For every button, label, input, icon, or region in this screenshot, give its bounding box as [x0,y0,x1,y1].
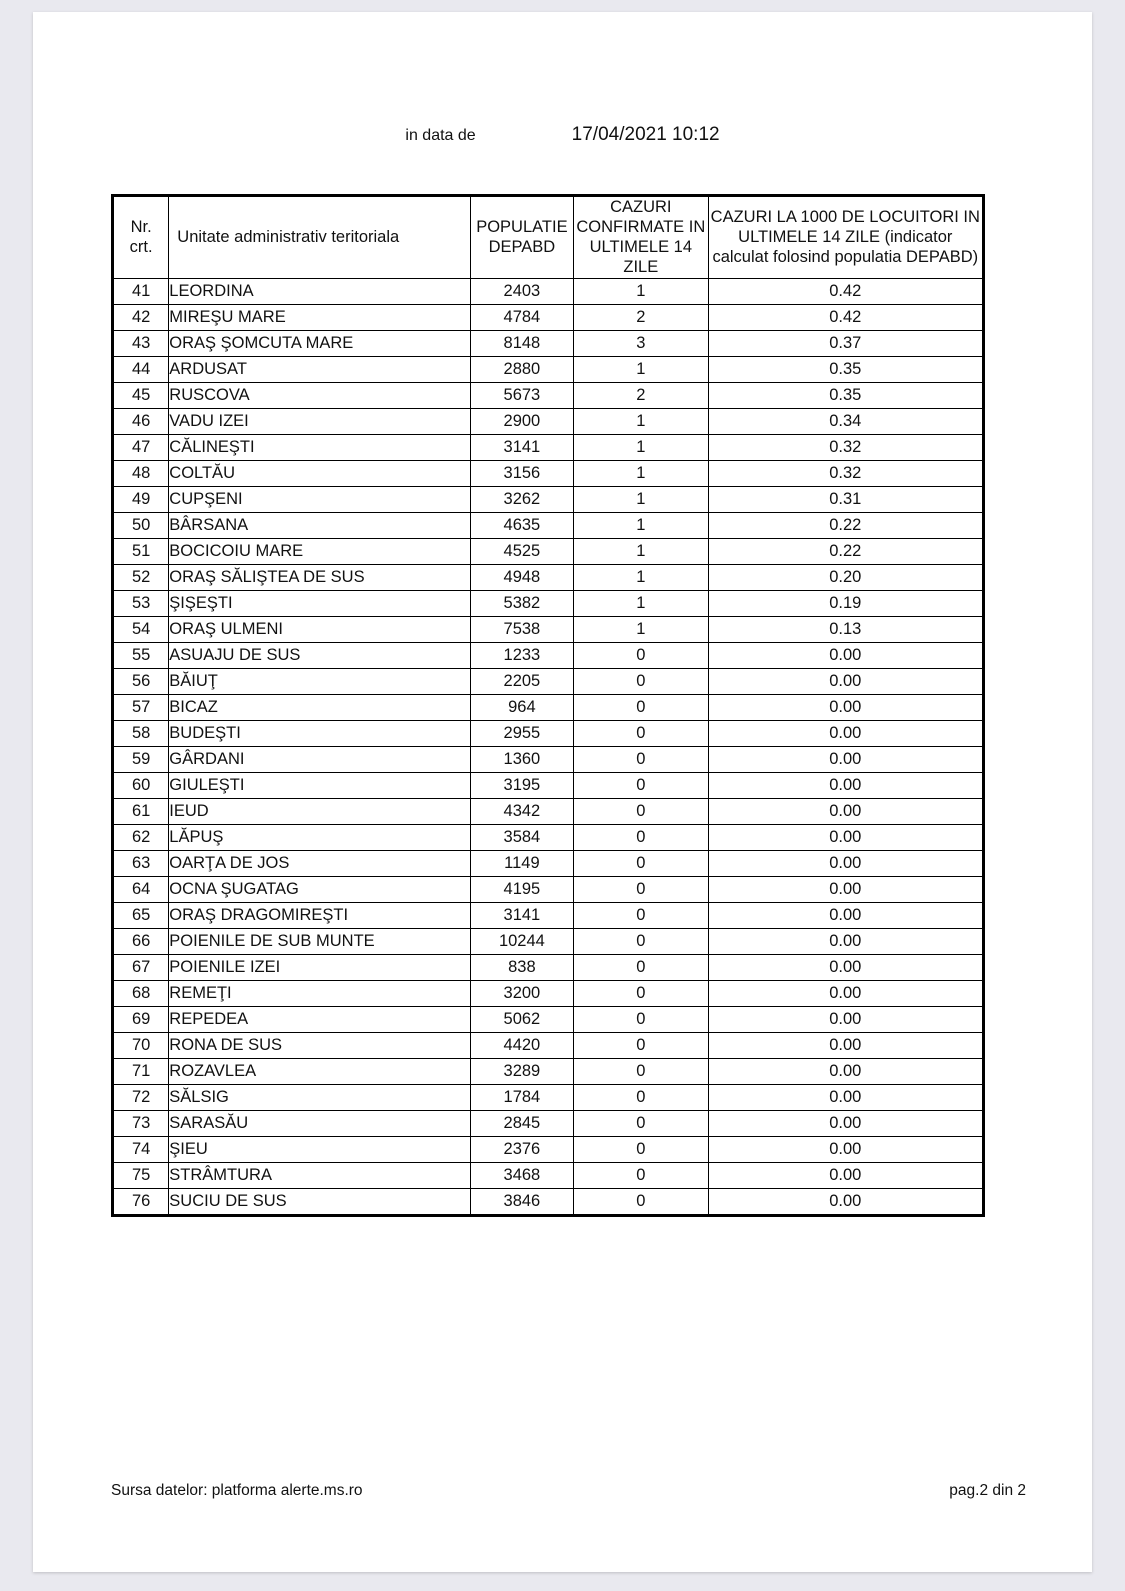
cell-rata: 0.00 [708,928,982,954]
cell-nr-crt: 65 [114,902,169,928]
cell-nr-crt: 61 [114,798,169,824]
table-row [114,304,983,330]
cell-cazuri: 0 [574,668,709,694]
cell-nr-crt: 45 [114,382,169,408]
cell-populatie: 2403 [470,278,573,304]
cell-nr-crt: 56 [114,668,169,694]
cell-cazuri: 0 [574,720,709,746]
cell-cazuri: 2 [574,382,709,408]
cell-cazuri: 0 [574,876,709,902]
cell-cazuri: 0 [574,1084,709,1110]
cell-populatie: 3141 [470,434,573,460]
cell-populatie: 3200 [470,980,573,1006]
cell-rata: 0.00 [708,1084,982,1110]
cell-rata: 0.22 [708,538,982,564]
covid-incidence-table [113,196,983,1215]
table-row [114,954,983,980]
cell-nr-crt: 49 [114,486,169,512]
report-table-wrapper [111,194,981,1222]
cell-uat: LEORDINA [169,278,470,304]
cell-uat: GÂRDANI [169,746,470,772]
cell-uat: ASUAJU DE SUS [169,642,470,668]
table-row [114,1032,983,1058]
cell-uat: RUSCOVA [169,382,470,408]
cell-uat: MIREŞU MARE [169,304,470,330]
cell-uat: RONA DE SUS [169,1032,470,1058]
cell-uat: ORAŞ ŞOMCUTA MARE [169,330,470,356]
cell-cazuri: 1 [574,408,709,434]
cell-populatie: 4525 [470,538,573,564]
cell-cazuri: 0 [574,642,709,668]
cell-uat: BUDEŞTI [169,720,470,746]
table-row [114,1058,983,1084]
table-row [114,1162,983,1188]
cell-populatie: 3262 [470,486,573,512]
cell-cazuri: 0 [574,928,709,954]
cell-populatie: 1360 [470,746,573,772]
date-label: in data de [405,127,476,144]
cell-nr-crt: 64 [114,876,169,902]
cell-cazuri: 0 [574,1136,709,1162]
cell-populatie: 2376 [470,1136,573,1162]
table-row [114,1136,983,1162]
table-row [114,408,983,434]
cell-nr-crt: 46 [114,408,169,434]
cell-rata: 0.00 [708,954,982,980]
cell-nr-crt: 53 [114,590,169,616]
cell-uat: BĂIUŢ [169,668,470,694]
column-header-nr-crt [114,197,169,279]
table-row [114,590,983,616]
cell-cazuri: 1 [574,434,709,460]
cell-cazuri: 0 [574,902,709,928]
cell-nr-crt: 48 [114,460,169,486]
table-row [114,824,983,850]
cell-cazuri: 0 [574,746,709,772]
cell-cazuri: 1 [574,460,709,486]
cell-rata: 0.00 [708,1162,982,1188]
cell-nr-crt: 54 [114,616,169,642]
cell-populatie: 3289 [470,1058,573,1084]
cell-uat: VADU IZEI [169,408,470,434]
cell-populatie: 4420 [470,1032,573,1058]
cell-uat: OARŢA DE JOS [169,850,470,876]
cell-nr-crt: 41 [114,278,169,304]
report-date-line [33,124,1092,146]
cell-nr-crt: 68 [114,980,169,1006]
cell-rata: 0.31 [708,486,982,512]
cell-populatie: 3141 [470,902,573,928]
cell-cazuri: 1 [574,278,709,304]
cell-uat: IEUD [169,798,470,824]
column-header-nr-line2: crt. [129,238,153,257]
cell-uat: SUCIU DE SUS [169,1188,470,1214]
footer-source: Sursa datelor: platforma alerte.ms.ro [111,1482,363,1499]
cell-nr-crt: 55 [114,642,169,668]
cell-populatie: 3468 [470,1162,573,1188]
cell-rata: 0.42 [708,278,982,304]
cell-cazuri: 0 [574,980,709,1006]
cell-nr-crt: 73 [114,1110,169,1136]
cell-cazuri: 0 [574,1032,709,1058]
cell-rata: 0.35 [708,356,982,382]
cell-rata: 0.00 [708,694,982,720]
cell-populatie: 838 [470,954,573,980]
cell-rata: 0.00 [708,772,982,798]
cell-populatie: 2845 [470,1110,573,1136]
cell-rata: 0.20 [708,564,982,590]
cell-cazuri: 0 [574,824,709,850]
column-header-rata: CAZURI LA 1000 DE LOCUITORI IN ULTIMELE 14 ZILE (indicator calculat folosind populatia DEPABD) [708,197,982,279]
cell-populatie: 3156 [470,460,573,486]
cell-cazuri: 0 [574,1006,709,1032]
cell-cazuri: 0 [574,1110,709,1136]
cell-nr-crt: 71 [114,1058,169,1084]
cell-rata: 0.00 [708,1110,982,1136]
cell-rata: 0.35 [708,382,982,408]
cell-uat: BOCICOIU MARE [169,538,470,564]
cell-cazuri: 1 [574,512,709,538]
cell-uat: SĂLSIG [169,1084,470,1110]
cell-rata: 0.00 [708,720,982,746]
column-header-uat: Unitate administrativ teritoriala [169,197,470,279]
table-row [114,902,983,928]
table-row [114,512,983,538]
cell-cazuri: 1 [574,590,709,616]
cell-populatie: 1784 [470,1084,573,1110]
cell-populatie: 5382 [470,590,573,616]
cell-uat: LĂPUŞ [169,824,470,850]
cell-uat: ORAŞ DRAGOMIREŞTI [169,902,470,928]
cell-rata: 0.00 [708,980,982,1006]
cell-uat: COLTĂU [169,460,470,486]
cell-nr-crt: 69 [114,1006,169,1032]
cell-cazuri: 0 [574,1188,709,1214]
cell-nr-crt: 51 [114,538,169,564]
cell-nr-crt: 42 [114,304,169,330]
cell-populatie: 3195 [470,772,573,798]
cell-populatie: 2955 [470,720,573,746]
table-row [114,642,983,668]
cell-uat: POIENILE IZEI [169,954,470,980]
cell-populatie: 2205 [470,668,573,694]
table-row [114,928,983,954]
table-row [114,850,983,876]
table-row [114,798,983,824]
cell-nr-crt: 57 [114,694,169,720]
page-footer [111,1482,1026,1500]
cell-cazuri: 1 [574,356,709,382]
cell-nr-crt: 63 [114,850,169,876]
cell-nr-crt: 60 [114,772,169,798]
cell-cazuri: 0 [574,798,709,824]
cell-rata: 0.00 [708,1058,982,1084]
table-row [114,382,983,408]
cell-rata: 0.19 [708,590,982,616]
cell-uat: REMEŢI [169,980,470,1006]
table-row [114,538,983,564]
cell-nr-crt: 70 [114,1032,169,1058]
table-row [114,980,983,1006]
date-value: 17/04/2021 10:12 [571,124,720,145]
cell-populatie: 10244 [470,928,573,954]
cell-cazuri: 0 [574,1058,709,1084]
column-header-populatie: POPULATIE DEPABD [470,197,573,279]
cell-rata: 0.00 [708,1188,982,1214]
cell-rata: 0.00 [708,642,982,668]
cell-rata: 0.00 [708,746,982,772]
table-row [114,1110,983,1136]
cell-nr-crt: 52 [114,564,169,590]
cell-uat: ŞIŞEŞTI [169,590,470,616]
cell-cazuri: 1 [574,616,709,642]
cell-nr-crt: 74 [114,1136,169,1162]
cell-uat: REPEDEA [169,1006,470,1032]
table-row [114,356,983,382]
cell-nr-crt: 76 [114,1188,169,1214]
cell-uat: POIENILE DE SUB MUNTE [169,928,470,954]
cell-uat: STRÂMTURA [169,1162,470,1188]
table-row [114,486,983,512]
cell-populatie: 964 [470,694,573,720]
cell-cazuri: 3 [574,330,709,356]
cell-rata: 0.37 [708,330,982,356]
cell-rata: 0.42 [708,304,982,330]
table-row [114,668,983,694]
cell-nr-crt: 62 [114,824,169,850]
cell-populatie: 4195 [470,876,573,902]
table-body [114,278,983,1214]
cell-rata: 0.00 [708,850,982,876]
cell-nr-crt: 44 [114,356,169,382]
cell-uat: OCNA ŞUGATAG [169,876,470,902]
table-header [114,197,983,279]
cell-uat: BÂRSANA [169,512,470,538]
cell-cazuri: 1 [574,538,709,564]
cell-nr-crt: 43 [114,330,169,356]
cell-nr-crt: 66 [114,928,169,954]
cell-rata: 0.00 [708,824,982,850]
cell-cazuri: 0 [574,850,709,876]
table-row [114,876,983,902]
cell-nr-crt: 67 [114,954,169,980]
table-row [114,460,983,486]
document-page [33,12,1092,1572]
cell-populatie: 2880 [470,356,573,382]
table-row [114,746,983,772]
cell-populatie: 2900 [470,408,573,434]
cell-populatie: 1233 [470,642,573,668]
cell-rata: 0.32 [708,434,982,460]
cell-rata: 0.13 [708,616,982,642]
cell-populatie: 4784 [470,304,573,330]
table-outer-border [111,194,985,1217]
table-row [114,616,983,642]
cell-nr-crt: 50 [114,512,169,538]
cell-nr-crt: 72 [114,1084,169,1110]
cell-rata: 0.00 [708,668,982,694]
cell-uat: ORAŞ SĂLIŞTEA DE SUS [169,564,470,590]
cell-uat: BICAZ [169,694,470,720]
table-row [114,1006,983,1032]
cell-cazuri: 0 [574,954,709,980]
cell-cazuri: 1 [574,564,709,590]
table-row [114,720,983,746]
table-row [114,278,983,304]
cell-populatie: 8148 [470,330,573,356]
cell-cazuri: 0 [574,694,709,720]
cell-populatie: 1149 [470,850,573,876]
cell-rata: 0.32 [708,460,982,486]
cell-nr-crt: 59 [114,746,169,772]
cell-rata: 0.00 [708,1136,982,1162]
cell-rata: 0.00 [708,876,982,902]
cell-rata: 0.00 [708,798,982,824]
table-row [114,330,983,356]
cell-rata: 0.22 [708,512,982,538]
table-row [114,772,983,798]
table-row [114,1084,983,1110]
cell-populatie: 4635 [470,512,573,538]
cell-populatie: 3584 [470,824,573,850]
cell-uat: ŞIEU [169,1136,470,1162]
cell-nr-crt: 75 [114,1162,169,1188]
cell-populatie: 3846 [470,1188,573,1214]
table-row [114,434,983,460]
table-row [114,564,983,590]
cell-cazuri: 1 [574,486,709,512]
cell-populatie: 4342 [470,798,573,824]
cell-uat: SARASĂU [169,1110,470,1136]
column-header-cazuri: CAZURI CONFIRMATE IN ULTIMELE 14 ZILE [574,197,709,279]
footer-page-number: pag.2 din 2 [949,1482,1026,1499]
cell-uat: ROZAVLEA [169,1058,470,1084]
cell-cazuri: 2 [574,304,709,330]
cell-rata: 0.00 [708,1032,982,1058]
cell-uat: CUPŞENI [169,486,470,512]
cell-rata: 0.00 [708,902,982,928]
cell-nr-crt: 47 [114,434,169,460]
table-row [114,694,983,720]
cell-populatie: 5673 [470,382,573,408]
cell-uat: CĂLINEŞTI [169,434,470,460]
table-header-row [114,197,983,279]
cell-cazuri: 0 [574,772,709,798]
cell-rata: 0.00 [708,1006,982,1032]
cell-cazuri: 0 [574,1162,709,1188]
table-row [114,1188,983,1214]
cell-populatie: 7538 [470,616,573,642]
column-header-nr-line1: Nr. [130,218,152,237]
cell-uat: GIULEŞTI [169,772,470,798]
cell-populatie: 5062 [470,1006,573,1032]
cell-uat: ARDUSAT [169,356,470,382]
cell-uat: ORAŞ ULMENI [169,616,470,642]
cell-nr-crt: 58 [114,720,169,746]
cell-rata: 0.34 [708,408,982,434]
cell-populatie: 4948 [470,564,573,590]
